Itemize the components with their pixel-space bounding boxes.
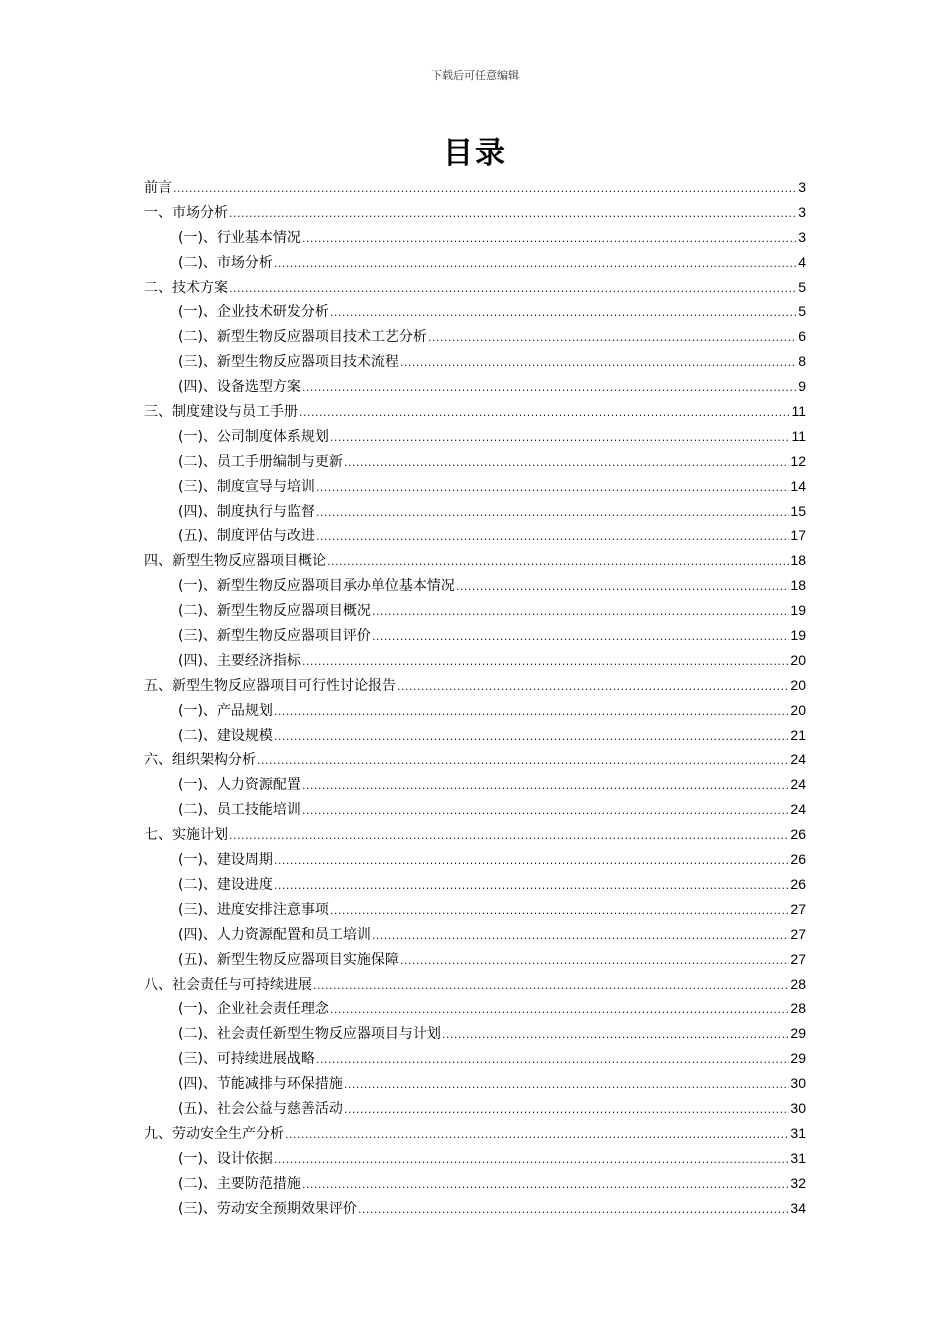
toc-entry-page-number: 26 [790,875,806,892]
toc-entry-sub[interactable] [144,648,806,673]
toc-entry-label: (四)、节能减排与环保措施 [178,1076,343,1093]
toc-dot-leader [344,1098,789,1123]
toc-entry-label: (一)、企业社会责任理念 [178,1001,329,1018]
toc-entry-page-number: 4 [798,253,806,270]
toc-entry-label: (五)、新型生物反应器项目实施保障 [178,951,399,968]
toc-entry-label: (四)、人力资源配置和员工培训 [178,926,371,943]
toc-entry-page-number: 27 [790,925,806,942]
toc-entry-page-number: 30 [790,1099,806,1116]
toc-dot-leader [313,974,789,999]
toc-dot-leader [316,525,789,550]
toc-entry-page-number: 6 [798,328,806,345]
toc-entry-label: (五)、社会公益与慈善活动 [178,1100,343,1117]
toc-entry-sub[interactable] [144,897,806,922]
toc-entry-page-number: 20 [790,651,806,668]
toc-entry-sub[interactable] [144,623,806,648]
toc-entry-page-number: 18 [790,552,806,569]
toc-dot-leader [173,177,797,202]
toc-entry-page-number: 8 [798,353,806,370]
toc-dot-leader [302,1173,789,1198]
toc-dot-leader [344,451,789,476]
toc-entry-sub[interactable] [144,996,806,1021]
toc-entry-sub[interactable] [144,1146,806,1171]
toc-entry-label: (二)、新型生物反应器项目技术工艺分析 [178,329,427,346]
toc-entry-label: (三)、进度安排注意事项 [178,901,329,918]
toc-entry-label: (一)、设计依据 [178,1150,273,1167]
toc-entry-page-number: 26 [790,851,806,868]
toc-entry-sub[interactable] [144,1021,806,1046]
toc-entry-label: (二)、员工技能培训 [178,802,301,819]
toc-entry-sub[interactable] [144,499,806,524]
toc-entry-sub[interactable] [144,598,806,623]
toc-entry-page-number: 21 [790,726,806,743]
toc-entry[interactable] [144,673,806,698]
toc-entry-page-number: 31 [790,1124,806,1141]
toc-dot-leader [372,924,789,949]
toc-entry-sub[interactable] [144,698,806,723]
toc-entry-sub[interactable] [144,225,806,250]
toc-entry-page-number: 3 [798,203,806,220]
toc-entry-page-number: 26 [790,826,806,843]
toc-entry-page-number: 20 [790,676,806,693]
toc-dot-leader [274,725,789,750]
toc-entry-page-number: 11 [791,427,806,444]
toc-entry[interactable] [144,200,806,225]
toc-entry-label: (二)、新型生物反应器项目概况 [178,603,371,620]
toc-entry-sub[interactable] [144,299,806,324]
toc-entry-label: 五、新型生物反应器项目可行性讨论报告 [144,677,396,694]
toc-dot-leader [442,1023,789,1048]
toc-entry-label: (二)、市场分析 [178,254,273,271]
toc-dot-leader [302,227,797,252]
toc-entry-page-number: 17 [790,527,806,544]
toc-entry-label: (一)、产品规划 [178,702,273,719]
toc-entry-page-number: 9 [798,378,806,395]
toc-dot-leader [330,998,789,1023]
toc-entry-label: (二)、主要防范措施 [178,1175,301,1192]
toc-entry-page-number: 32 [790,1174,806,1191]
toc-entry-label: (二)、社会责任新型生物反应器项目与计划 [178,1026,441,1043]
toc-dot-leader [274,700,789,725]
toc-dot-leader [330,301,797,326]
toc-entry-label: 二、技术方案 [144,279,228,296]
toc-dot-leader [330,426,791,451]
toc-dot-leader [274,252,797,277]
toc-entry-sub[interactable] [144,1171,806,1196]
toc-entry-sub[interactable] [144,847,806,872]
toc-entry-label: 七、实施计划 [144,827,228,844]
toc-entry-label: 九、劳动安全生产分析 [144,1125,284,1142]
toc-entry-label: (三)、新型生物反应器项目技术流程 [178,354,399,371]
toc-entry-page-number: 29 [790,1025,806,1042]
toc-entry-page-number: 19 [790,602,806,619]
toc-entry-label: (三)、制度宣导与培训 [178,478,315,495]
toc-entry-label: (五)、制度评估与改进 [178,528,315,545]
toc-entry-sub[interactable] [144,797,806,822]
toc-dot-leader [257,749,789,774]
toc-entry-label: 四、新型生物反应器项目概论 [144,553,326,570]
toc-dot-leader [428,326,797,351]
toc-entry-page-number: 34 [790,1199,806,1216]
toc-dot-leader [274,1148,789,1173]
toc-entry-label: 八、社会责任与可持续进展 [144,976,312,993]
toc-entry-sub[interactable] [144,474,806,499]
toc-entry-label: (二)、建设规模 [178,727,273,744]
toc-entry-label: (三)、可持续进展战略 [178,1051,315,1068]
toc-entry-sub[interactable] [144,250,806,275]
toc-dot-leader [274,874,789,899]
toc-entry[interactable] [144,399,806,424]
toc-entry-page-number: 28 [790,1000,806,1017]
toc-dot-leader [372,600,789,625]
toc-dot-leader [456,575,789,600]
toc-entry-sub[interactable] [144,1196,806,1221]
toc-entry-page-number: 15 [790,502,806,519]
toc-entry-label: (一)、新型生物反应器项目承办单位基本情况 [178,578,455,595]
toc-dot-leader [316,476,789,501]
toc-dot-leader [285,1123,789,1148]
toc-title: 目录 [443,136,507,171]
toc-entry-page-number: 24 [790,801,806,818]
toc-entry-page-number: 30 [790,1075,806,1092]
toc-entry-page-number: 27 [790,900,806,917]
toc-entry-page-number: 5 [798,303,806,320]
toc-entry-page-number: 14 [790,477,806,494]
toc-entry-label: (四)、制度执行与监督 [178,503,315,520]
toc-entry-sub[interactable] [144,872,806,897]
toc-entry-sub[interactable] [144,324,806,349]
toc-entry-label: (一)、人力资源配置 [178,777,301,794]
toc-dot-leader [229,202,797,227]
toc-entry-sub[interactable] [144,424,806,449]
toc-entry-label: (三)、新型生物反应器项目评价 [178,628,371,645]
toc-entry-label: 六、组织架构分析 [144,752,256,769]
toc-entry-sub[interactable] [144,922,806,947]
toc-dot-leader [274,849,789,874]
toc-entry-page-number: 19 [790,627,806,644]
toc-dot-leader [299,401,790,426]
toc-entry-page-number: 27 [790,950,806,967]
toc-dot-leader [302,376,797,401]
toc-entry-page-number: 24 [790,751,806,768]
toc-entry-label: (一)、公司制度体系规划 [178,428,329,445]
toc-entry-label: (一)、企业技术研发分析 [178,304,329,321]
toc-dot-leader [302,650,789,675]
toc-entry[interactable] [144,972,806,997]
toc-entry-page-number: 28 [790,975,806,992]
toc-dot-leader [372,625,789,650]
toc-dot-leader [302,774,789,799]
toc-entry-label: (二)、建设进度 [178,876,273,893]
toc-entry-page-number: 18 [790,577,806,594]
toc-dot-leader [330,899,789,924]
toc-entry-sub[interactable] [144,1046,806,1071]
toc-entry[interactable] [144,747,806,772]
toc-entry-label: 前言 [144,180,172,196]
toc-entry-page-number: 31 [790,1149,806,1166]
toc-entry-page-number: 3 [798,179,806,195]
toc-entry-page-number: 12 [790,452,806,469]
toc-entry-page-number: 24 [790,776,806,793]
toc-entry-sub[interactable] [144,723,806,748]
toc-entry-label: (一)、建设周期 [178,852,273,869]
toc-dot-leader [302,799,789,824]
toc-dot-leader [316,501,789,526]
toc-entry-page-number: 5 [798,278,806,295]
toc-entry-label: (四)、主要经济指标 [178,652,301,669]
toc-entry[interactable] [144,548,806,573]
toc-dot-leader [400,949,789,974]
toc-dot-leader [327,550,789,575]
toc-entry-label: (二)、员工手册编制与更新 [178,453,343,470]
toc-entry-page-number: 20 [790,701,806,718]
toc-entry[interactable] [144,822,806,847]
toc-dot-leader [397,675,789,700]
toc-entry-page-number: 3 [798,228,806,245]
toc-entry-sub[interactable] [144,573,806,598]
toc-entry-label: (一)、行业基本情况 [178,229,301,246]
toc-entry-label: (四)、设备选型方案 [178,379,301,396]
toc-entry[interactable] [144,175,806,200]
toc-entry-page-number: 29 [790,1050,806,1067]
toc-dot-leader [344,1073,789,1098]
header-note: 下载后可任意编辑 [431,69,519,82]
toc-entry-sub[interactable] [144,947,806,972]
toc-dot-leader [229,277,797,302]
toc-entry-label: (三)、劳动安全预期效果评价 [178,1200,357,1217]
toc-entry-sub[interactable] [144,374,806,399]
toc-dot-leader [316,1048,789,1073]
toc-entry-sub[interactable] [144,449,806,474]
toc-dot-leader [358,1198,789,1223]
toc-entry-sub[interactable] [144,523,806,548]
toc-dot-leader [400,351,797,376]
table-of-contents [144,175,806,1220]
toc-entry-sub[interactable] [144,1071,806,1096]
toc-entry-label: 三、制度建设与员工手册 [144,404,298,421]
toc-entry-label: 一、市场分析 [144,204,228,221]
toc-entry-page-number: 11 [791,403,806,420]
toc-entry[interactable] [144,1121,806,1146]
toc-entry-sub[interactable] [144,772,806,797]
toc-entry[interactable] [144,275,806,300]
toc-entry-sub[interactable] [144,349,806,374]
toc-dot-leader [229,824,789,849]
toc-entry-sub[interactable] [144,1096,806,1121]
